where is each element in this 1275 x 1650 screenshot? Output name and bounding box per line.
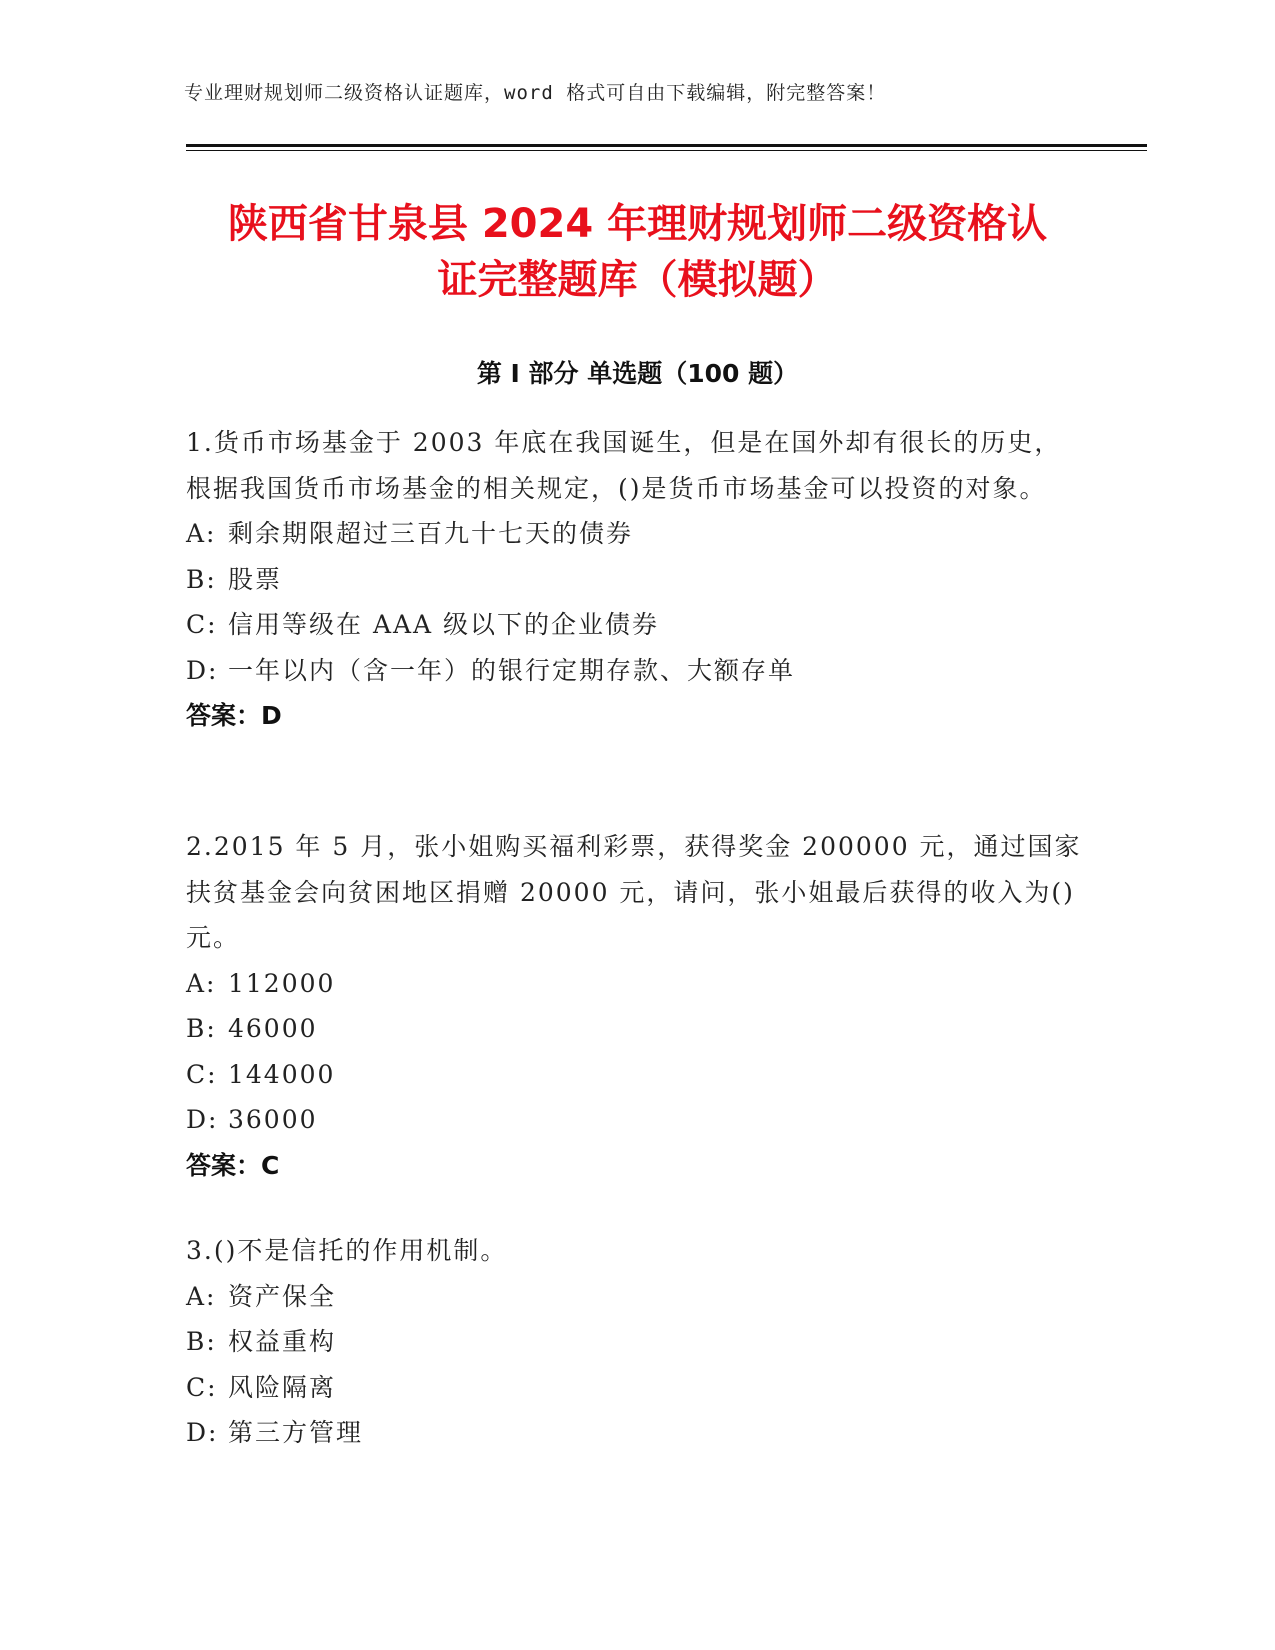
document-title <box>150 196 1125 308</box>
section-title: 第 I 部分 单选题（100 题） <box>476 359 799 388</box>
option-letter: B: <box>186 1014 217 1043</box>
option-c <box>186 1052 1086 1098</box>
option-text: 信用等级在 AAA 级以下的企业债券 <box>228 610 660 639</box>
answer-line: 答案：D <box>186 701 282 730</box>
option-b <box>186 1319 1086 1365</box>
option-d <box>186 1410 1086 1456</box>
option-letter: B: <box>186 1327 217 1356</box>
option-text: 风险隔离 <box>228 1372 337 1402</box>
document-title-line-1: 陕西省甘泉县 2024 年理财规划师二级资格认 <box>227 201 1048 247</box>
option-text: 剩余期限超过三百九十七天的债券 <box>228 519 634 548</box>
option-b <box>186 1006 1086 1052</box>
option-c <box>186 602 1086 648</box>
header-note: 专业理财规划师二级资格认证题库，word 格式可自由下载编辑，附完整答案！ <box>184 82 887 104</box>
answer-line: 答案：C <box>186 1150 280 1180</box>
option-letter: A: <box>186 1281 217 1311</box>
option-text: 股票 <box>228 564 283 594</box>
option-c <box>186 1365 1086 1411</box>
question-stem: 2.2015 年 5 月，张小姐购买福利彩票，获得奖金 200000 元，通过国家扶贫基金会向贫困地区捐赠 20000 元，请问，张小姐最后获得的收入为()元。 <box>186 832 1082 952</box>
question-1 <box>186 420 1086 739</box>
document-title-line-2: 证完整题库（模拟题） <box>437 257 838 303</box>
question-stem: 3.()不是信托的作用机制。 <box>186 1236 508 1265</box>
option-letter: C: <box>186 1059 218 1089</box>
option-d <box>186 648 1086 694</box>
option-letter: C: <box>186 1372 218 1402</box>
option-letter: D: <box>186 1418 219 1447</box>
option-b <box>186 557 1086 603</box>
option-text: 一年以内（含一年）的银行定期存款、大额存单 <box>228 655 796 685</box>
option-letter: A: <box>186 968 217 998</box>
option-text: 144000 <box>228 1059 336 1089</box>
option-letter: A: <box>186 519 217 548</box>
header-rule-thick <box>186 144 1147 147</box>
option-text: 第三方管理 <box>228 1418 364 1447</box>
option-letter: D: <box>186 1105 219 1134</box>
option-text: 资产保全 <box>228 1281 337 1311</box>
option-letter: B: <box>186 564 217 594</box>
question-2 <box>186 824 1086 1188</box>
option-text: 权益重构 <box>228 1327 337 1356</box>
option-d <box>186 1097 1086 1143</box>
question-stem: 1.货币市场基金于 2003 年底在我国诞生，但是在国外却有很长的历史，根据我国货币市场基金的相关规定，()是货币市场基金可以投资的对象。 <box>186 428 1062 503</box>
header-rule-thin <box>186 150 1147 151</box>
option-text: 36000 <box>228 1105 318 1134</box>
option-letter: D: <box>186 655 219 685</box>
option-text: 112000 <box>228 968 336 998</box>
option-text: 46000 <box>228 1014 318 1043</box>
option-a <box>186 1274 1086 1320</box>
option-a <box>186 961 1086 1007</box>
option-letter: C: <box>186 610 218 639</box>
option-a <box>186 511 1086 557</box>
question-3 <box>186 1228 1086 1456</box>
